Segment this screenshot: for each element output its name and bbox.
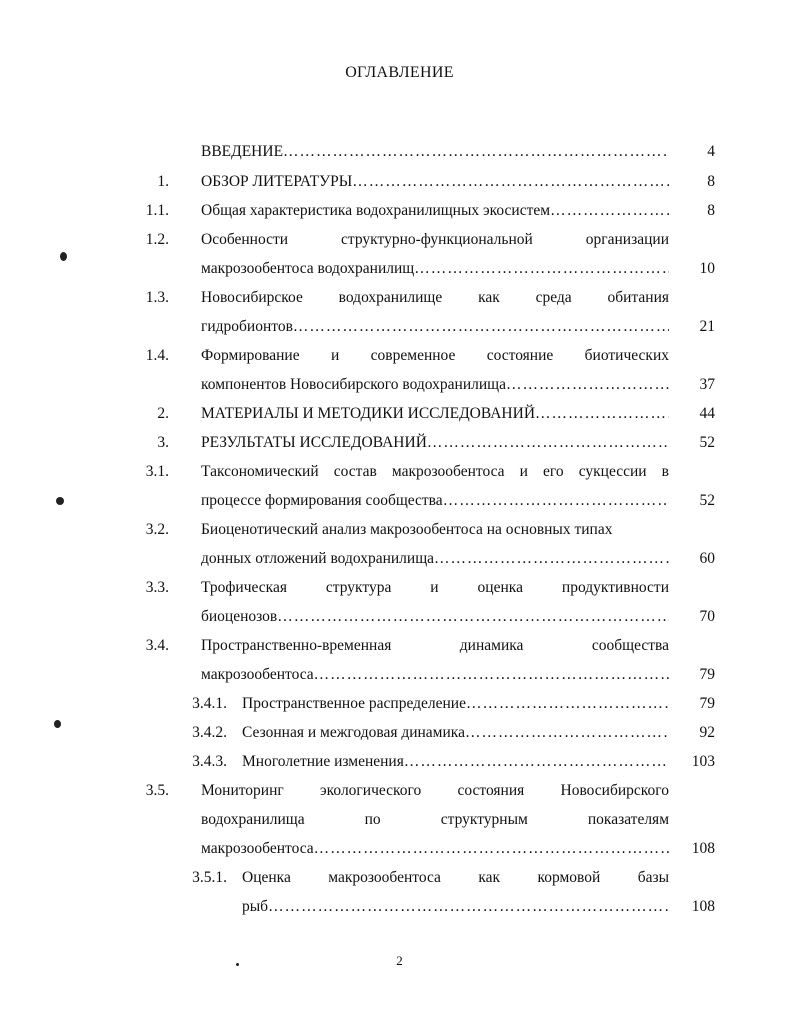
toc-page-number: 70 [699,608,715,625]
toc-page-number: 8 [707,202,715,219]
toc-entry[interactable] [201,461,669,483]
toc-entry-text: компонентов Новосибирского водохранилища [201,376,506,393]
toc-entry-text: Мониторинг экологического состояния Новосибирского [201,782,669,799]
toc-entry[interactable] [201,287,669,309]
toc-page-number: 8 [707,173,715,190]
toc-entry-continued[interactable] [201,374,669,396]
toc-entry[interactable] [201,519,669,541]
toc-entry-number: 3.3. [145,579,169,596]
toc-entry-text: макрозообентоса водохранилищ [201,260,415,277]
toc-entry-number: 1.2. [145,231,169,248]
toc-page-number: 108 [691,840,715,857]
toc-entry-continued[interactable] [201,258,669,280]
leader-dots [434,548,669,570]
toc-entry-text: Биоценотический анализ макрозообентоса на основных типах [201,521,613,538]
toc-entry-text: РЕЗУЛЬТАТЫ ИССЛЕДОВАНИЙ [201,434,427,451]
toc-entry-number: 1.4. [145,347,169,364]
leader-dots [443,490,669,512]
toc-entry[interactable] [201,635,669,657]
toc-entry[interactable] [201,403,669,425]
page-title: ОГЛАВЛЕНИЕ [345,64,454,81]
toc-entry-text: макрозообентоса [201,666,314,683]
toc-entry-text: Трофическая структура и оценка продуктивности [201,579,669,596]
toc-entry-text: ВВЕДЕНИЕ [201,143,284,160]
toc-entry-text: Пространственное распределение [242,695,466,712]
toc-page-number: 79 [699,695,715,712]
toc-entry-number: 3.1. [145,463,169,480]
toc-entry-number: 3.4.3. [192,753,227,770]
toc-entry-continued[interactable] [201,606,669,628]
toc-entry[interactable] [242,867,669,889]
toc-entry[interactable] [242,722,669,744]
leader-dots [466,693,669,715]
leader-dots [427,432,669,454]
toc-page-number: 44 [699,405,715,422]
toc-entry-number: 1. [157,173,169,190]
toc-entry-continued[interactable] [201,548,669,570]
toc-page-number: 10 [699,260,715,277]
toc-page-number: 4 [707,143,715,160]
leader-dots [277,606,669,628]
toc-entry-text: Общая характеристика водохранилищных экосистем [201,202,551,219]
leader-dots [506,374,669,396]
toc-entry-text: донных отложений водохранилища [201,550,435,567]
toc-entry-text: МАТЕРИАЛЫ И МЕТОДИКИ ИССЛЕДОВАНИЙ [201,405,536,422]
toc-entry-text: биоценозов [201,608,278,625]
toc-entry-text: процессе формирования сообщества [201,492,443,509]
page-number: 2 [396,953,403,968]
toc-entry-number: 1.3. [145,289,169,306]
leader-dots [414,258,669,280]
toc-page-number: 103 [691,753,715,770]
toc-entry-number: 3.5.1. [192,869,227,886]
leader-dots [314,664,669,686]
toc-page-number: 60 [699,550,715,567]
toc-entry-text: рыб [242,898,269,915]
toc-entry-number: 3.4.1. [192,695,227,712]
toc-entry-text: гидробионтов [201,318,293,335]
toc-entry-continued[interactable] [201,664,669,686]
leader-dots [352,171,669,193]
toc-entry-text: макрозообентоса [201,840,314,857]
toc-entry-text: Новосибирское водохранилище как среда обитания [201,289,669,306]
toc-entry-continued[interactable] [201,316,669,338]
toc-page-number: 52 [699,492,715,509]
toc-entry[interactable] [201,577,669,599]
toc-page-number: 79 [699,666,715,683]
toc-entry-continued[interactable] [201,490,669,512]
toc-entry-text: Таксономический состав макрозообентоса и его сукцессии в [201,463,669,480]
toc-entry-number: 3.4. [145,637,169,654]
toc-page-number: 52 [699,434,715,451]
toc-entry-continued[interactable] [201,809,669,831]
leader-dots [535,403,669,425]
toc-entry[interactable] [242,751,669,773]
toc-entry[interactable] [201,141,669,163]
toc-entry-text: Формирование и современное состояние биотических [201,347,669,364]
toc-entry-number: 3.5. [145,782,169,799]
toc-entry-text: Особенности структурно-функциональной организации [201,231,669,248]
toc-page-number: 21 [699,318,715,335]
leader-dots [283,141,669,163]
scan-speck-icon [236,963,239,966]
toc-entry-number: 1.1. [145,202,169,219]
toc-page-number: 37 [699,376,715,393]
toc-entry-text: Многолетние изменения [242,753,404,770]
toc-entry[interactable] [201,229,669,251]
toc-entry-text: Пространственно-временная динамика сообщества [201,637,669,654]
toc-entry-number: 3.4.2. [192,724,227,741]
leader-dots [268,896,669,918]
leader-dots [293,316,669,338]
scan-speck-icon [56,497,64,505]
toc-entry[interactable] [201,171,669,193]
toc-entry-continued[interactable] [242,896,669,918]
leader-dots [314,838,669,860]
toc-entry-continued[interactable] [201,838,669,860]
toc-entry[interactable] [201,200,669,222]
toc-entry-text: ОБЗОР ЛИТЕРАТУРЫ [201,173,353,190]
toc-entry-text: Сезонная и межгодовая динамика [242,724,465,741]
leader-dots [404,751,669,773]
leader-dots [465,722,669,744]
toc-page-number: 108 [691,898,715,915]
scan-speck-icon [54,720,61,728]
toc-page-number: 92 [699,724,715,741]
leader-dots [550,200,669,222]
toc-entry[interactable] [201,780,669,802]
toc-entry-number: 3.2. [145,521,169,538]
toc-entry[interactable] [242,693,669,715]
toc-entry-number: 3. [157,434,169,451]
toc-entry[interactable] [201,345,669,367]
toc-entry-number: 2. [157,405,169,422]
toc-entry-text: Оценка макрозообентоса как кормовой базы [242,869,669,886]
scan-speck-icon [60,252,67,261]
toc-entry[interactable] [201,432,669,454]
toc-entry-text: водохранилища по структурным показателям [201,811,669,828]
